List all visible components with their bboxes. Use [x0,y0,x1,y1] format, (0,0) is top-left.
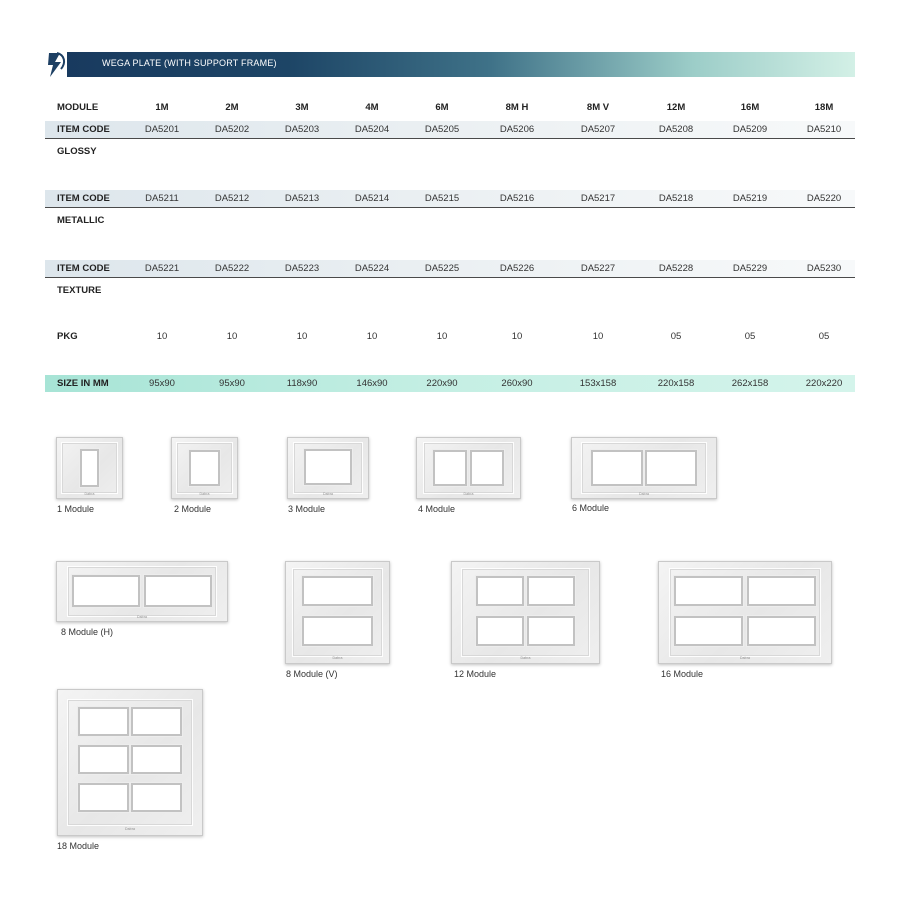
pkg-value: 10 [156,331,168,342]
module-window [78,745,128,774]
module-window [80,449,98,487]
glossy-item-code: DA5207 [580,124,616,135]
plate-caption: 6 Module [572,503,610,513]
metallic-label: METALLIC [57,215,105,226]
module-window [304,449,352,485]
module-window [747,616,816,646]
glossy-item-code: DA5210 [806,124,842,135]
texture-finish-row [45,282,855,299]
module-window [645,450,697,486]
glossy-item-code: DA5208 [658,124,694,135]
texture-item-code: DA5227 [580,263,616,274]
plate-brand-mark: Dabra [332,655,343,660]
module-window [674,576,743,606]
module-value: 8M V [586,102,610,113]
metallic-item-code: DA5212 [214,193,250,204]
item-code-label: ITEM CODE [57,193,110,204]
metallic-item-code: DA5215 [424,193,460,204]
size-value: 262x158 [731,378,769,389]
plate-brand-mark: Dabra [463,492,474,497]
size-value: 220x220 [805,378,843,389]
pkg-value: 05 [744,331,756,342]
plate-caption: 2 Module [174,504,212,514]
module-value: 18M [814,102,834,113]
lightning-logo-icon [45,50,67,79]
switch-plate-image [285,561,390,664]
module-window [476,576,525,606]
module-window [72,575,140,607]
texture-item-code: DA5221 [144,263,180,274]
size-label: SIZE IN MM [57,378,109,389]
module-window [527,616,576,646]
metallic-item-code: DA5214 [354,193,390,204]
pkg-row [45,328,855,345]
plate-brand-mark: Dabra [322,492,334,497]
module-window [591,450,643,486]
pkg-value: 10 [366,331,378,342]
module-window [433,450,467,486]
pkg-value: 10 [592,331,604,342]
plate-caption: 12 Module [454,669,497,679]
metallic-item-code: DA5217 [580,193,616,204]
pkg-value: 05 [818,331,830,342]
plate-brand-mark: Dabra [520,655,531,660]
glossy-label: GLOSSY [57,146,97,157]
module-window [78,783,128,812]
module-window [476,616,525,646]
plate-caption: 16 Module [661,669,704,679]
glossy-item-code: DA5203 [284,124,320,135]
brand-logo [45,50,67,79]
plate-caption: 8 Module (H) [61,627,114,637]
module-window [527,576,576,606]
size-value: 260x90 [501,378,533,389]
plate-brand-mark: Dabra [638,492,650,497]
size-value: 95x90 [219,378,245,389]
module-window [131,783,181,812]
plate-brand-mark: Dabra [199,492,210,497]
module-header-row [45,99,855,116]
glossy-item-code: DA5202 [214,124,250,135]
pkg-value: 10 [436,331,448,342]
texture-item-code: DA5222 [214,263,250,274]
module-label: MODULE [57,102,99,113]
metallic-item-code: DA5211 [145,193,179,204]
size-value: 95x90 [149,378,175,389]
module-window [470,450,504,486]
glossy-item-code: DA5201 [144,124,180,135]
metallic-item-code: DA5213 [284,193,320,204]
glossy-item-code: DA5209 [732,124,768,135]
plate-caption: 1 Module [57,504,95,514]
texture-item-code: DA5226 [499,263,535,274]
module-window [78,707,128,736]
plate-brand-mark: Dabra [124,826,136,831]
module-window [302,616,372,646]
module-value: 8M H [505,102,529,113]
glossy-finish-row [45,143,855,160]
texture-item-code: DA5229 [732,263,768,274]
module-window [144,575,212,607]
plate-caption: 3 Module [288,504,326,514]
texture-item-code: DA5224 [354,263,390,274]
module-window [131,707,181,736]
texture-item-code: DA5228 [658,263,694,274]
pkg-value: 10 [226,331,238,342]
size-value: 220x158 [657,378,695,389]
switch-plate-image [287,437,369,499]
plate-brand-mark: Dabra [739,655,751,660]
texture-label: TEXTURE [57,285,102,296]
module-value: 4M [365,102,379,113]
glossy-item-code: DA5204 [354,124,390,135]
metallic-item-code: DA5219 [732,193,768,204]
metallic-item-code-row [45,190,855,208]
switch-plate-image [171,437,238,499]
plate-caption: 4 Module [418,504,456,514]
module-window [302,576,372,606]
pkg-value: 10 [511,331,523,342]
pkg-label: PKG [57,331,78,342]
module-window [747,576,816,606]
item-code-label: ITEM CODE [57,263,110,274]
texture-item-code: DA5223 [284,263,320,274]
module-window [131,745,181,774]
size-value: 153x158 [579,378,617,389]
module-value: 3M [295,102,309,113]
size-value: 220x90 [426,378,458,389]
size-value: 118x90 [286,378,318,389]
plate-brand-mark: Dabra [136,615,148,620]
glossy-item-code-row [45,121,855,139]
switch-plate-image [56,561,228,622]
metallic-item-code: DA5220 [806,193,842,204]
glossy-item-code: DA5206 [499,124,535,135]
pkg-value: 05 [670,331,682,342]
module-value: 2M [225,102,239,113]
plate-caption: 8 Module (V) [286,669,338,679]
module-window [674,616,743,646]
size-value: 146x90 [356,378,388,389]
module-value: 12M [666,102,686,113]
module-value: 1M [155,102,169,113]
switch-plate-image [451,561,600,664]
size-row [45,375,855,392]
switch-plate-image [571,437,717,499]
texture-item-code: DA5230 [806,263,842,274]
switch-plate-image [416,437,521,499]
plate-brand-mark: Dabra [84,492,95,497]
glossy-item-code: DA5205 [424,124,460,135]
banner-title: WEGA PLATE (WITH SUPPORT FRAME) [102,58,277,68]
metallic-item-code: DA5216 [499,193,535,204]
module-value: 16M [740,102,760,113]
pkg-value: 10 [296,331,308,342]
item-code-label: ITEM CODE [57,124,110,135]
metallic-finish-row [45,212,855,229]
module-value: 6M [435,102,449,113]
switch-plate-image [56,437,123,499]
metallic-item-code: DA5218 [658,193,694,204]
switch-plate-image [658,561,832,664]
switch-plate-image [57,689,203,836]
plate-caption: 18 Module [57,841,100,851]
module-window [189,450,220,486]
texture-item-code-row [45,260,855,278]
texture-item-code: DA5225 [424,263,460,274]
